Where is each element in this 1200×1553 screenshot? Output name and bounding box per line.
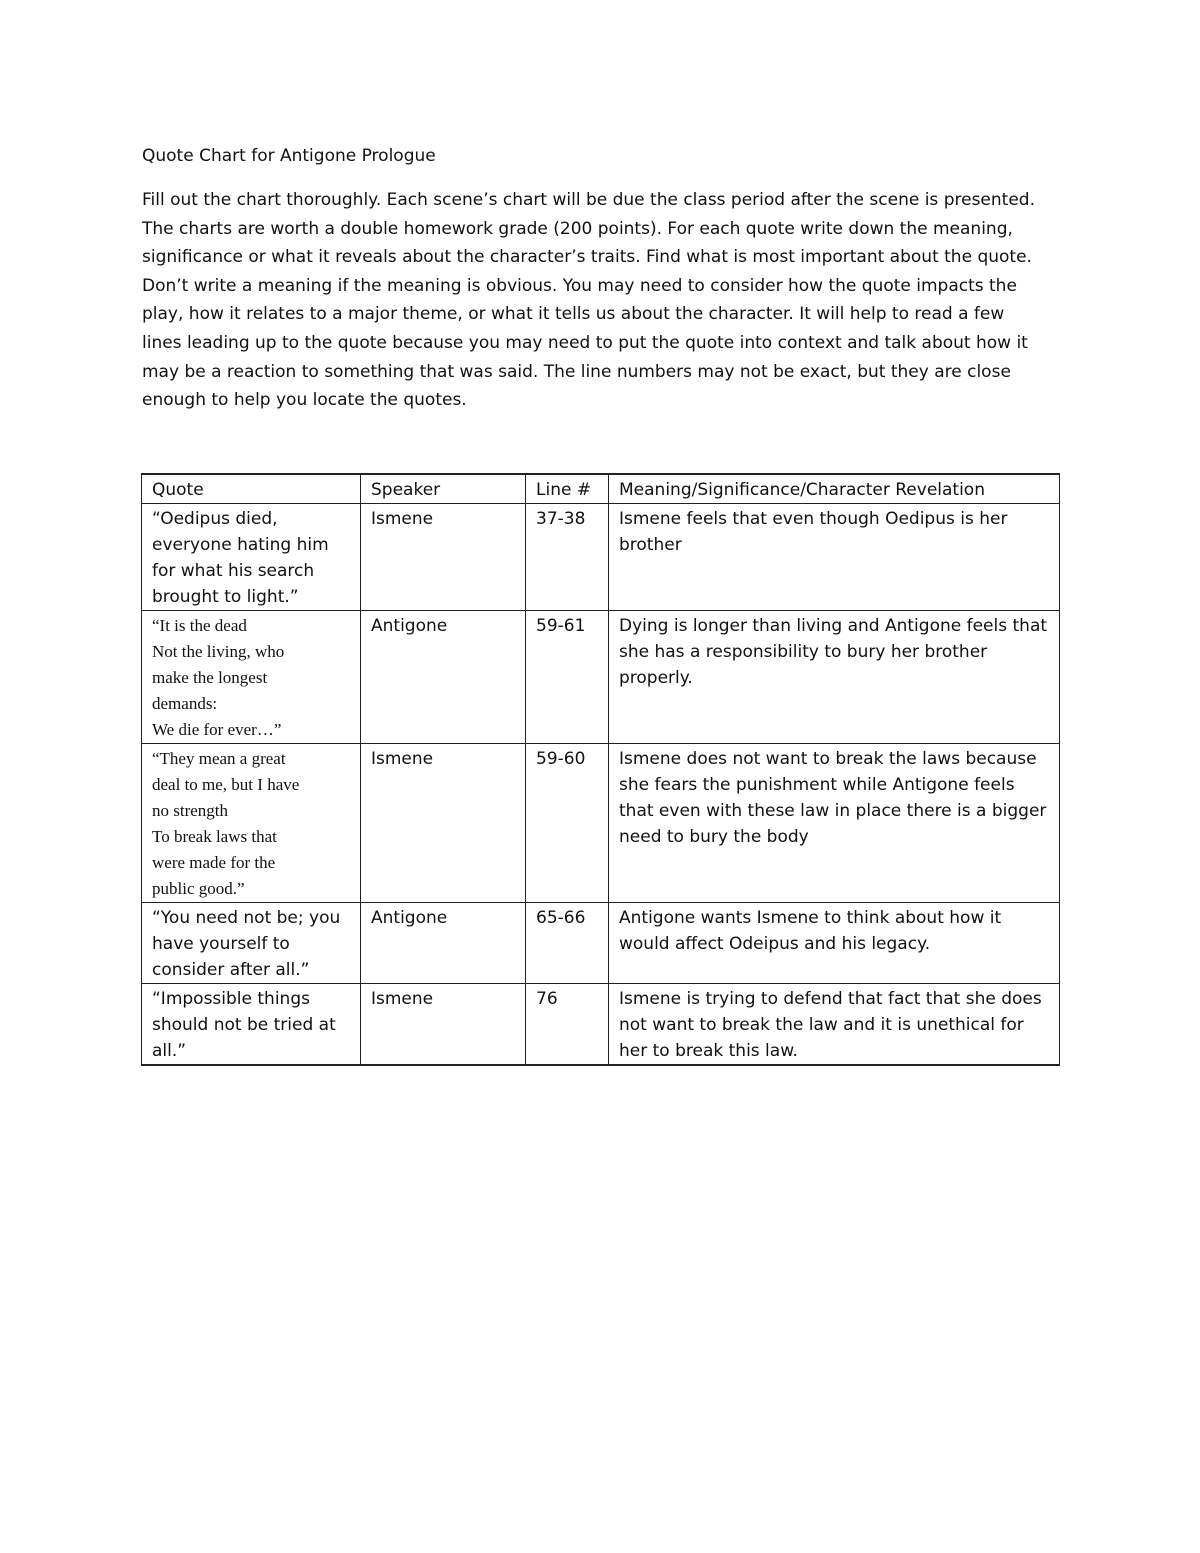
quote-line: public good.” [152,879,245,898]
quote-line: make the longest [152,668,268,687]
quote-line: “It is the dead [152,616,247,635]
speaker-cell: Antigone [361,903,526,984]
instructions-line: lines leading up to the quote because you may need to put the quote into context and talk about how it [142,332,1028,353]
quote-line: “Impossible things [152,989,310,1009]
quote-line: “You need not be; you [152,908,341,928]
line-number-cell: 76 [526,984,609,1066]
table-row [142,611,1060,744]
quote-line: “Oedipus died, [152,509,278,529]
quote-cell [142,504,361,611]
quote-line: for what his search [152,561,315,581]
quote-line: deal to me, but I have [152,775,300,794]
instructions-line: play, how it relates to a major theme, or what it tells us about the character. It will help to read a few [142,304,1005,325]
instructions-line: Don’t write a meaning if the meaning is obvious. You may need to consider how the quote impacts the [142,275,1017,296]
header-line-number: Line # [526,474,609,504]
line-number-cell: 65-66 [526,903,609,984]
document-title: Quote Chart for Antigone Prologue [142,146,436,166]
table-row [142,984,1060,1066]
table-row [142,744,1060,903]
instructions-line: may be a reaction to something that was said. The line numbers may not be exact, but they are close [142,361,1011,382]
quote-line: everyone hating him [152,535,329,555]
line-number-cell: 59-61 [526,611,609,744]
header-quote: Quote [142,474,361,504]
quote-line: demands: [152,694,218,713]
quote-cell [142,903,361,984]
quote-cell [142,744,361,903]
line-number-cell: 37-38 [526,504,609,611]
header-meaning: Meaning/Significance/Character Revelation [609,474,1060,504]
meaning-cell: Antigone wants Ismene to think about how it would affect Odeipus and his legacy. [609,903,1060,984]
speaker-cell: Ismene [361,984,526,1066]
quote-line: all.” [152,1041,187,1061]
meaning-cell: Ismene is trying to defend that fact that she does not want to break the law and it is unethical for her to break this law. [609,984,1060,1066]
header-speaker: Speaker [361,474,526,504]
quote-line: To break laws that [152,827,277,846]
line-number-cell: 59-60 [526,744,609,903]
speaker-cell: Ismene [361,744,526,903]
quote-line: no strength [152,801,229,820]
table-header-row [142,474,1060,504]
meaning-cell: Dying is longer than living and Antigone feels that she has a responsibility to bury her brother properly. [609,611,1060,744]
quote-line: We die for ever…” [152,720,282,739]
instructions-line: Fill out the chart thoroughly. Each scene’s chart will be due the class period after the scene is presented. [142,190,1035,210]
speaker-cell: Ismene [361,504,526,611]
instructions-line: significance or what it reveals about the character’s traits. Find what is most important about the quote. [142,247,1032,268]
quote-cell [142,984,361,1066]
quote-line: “They mean a great [152,749,286,768]
speaker-cell: Antigone [361,611,526,744]
quote-line: Not the living, who [152,642,285,661]
instructions-paragraph [142,186,1067,415]
quote-chart-table [141,473,1060,1066]
meaning-cell: Ismene feels that even though Oedipus is her brother [609,504,1060,611]
quote-line: have yourself to [152,934,290,954]
meaning-cell: Ismene does not want to break the laws because she fears the punishment while Antigone feels that even with these law in place there is a bigger need to bury the body [609,744,1060,903]
instructions-line: The charts are worth a double homework grade (200 points). For each quote write down the meaning, [142,218,1013,239]
table-row [142,504,1060,611]
quote-line: were made for the [152,853,276,872]
table-row [142,903,1060,984]
quote-line: consider after all.” [152,960,310,980]
quote-cell [142,611,361,744]
quote-line: should not be tried at [152,1015,336,1035]
instructions-line: enough to help you locate the quotes. [142,390,467,411]
quote-line: brought to light.” [152,587,299,607]
